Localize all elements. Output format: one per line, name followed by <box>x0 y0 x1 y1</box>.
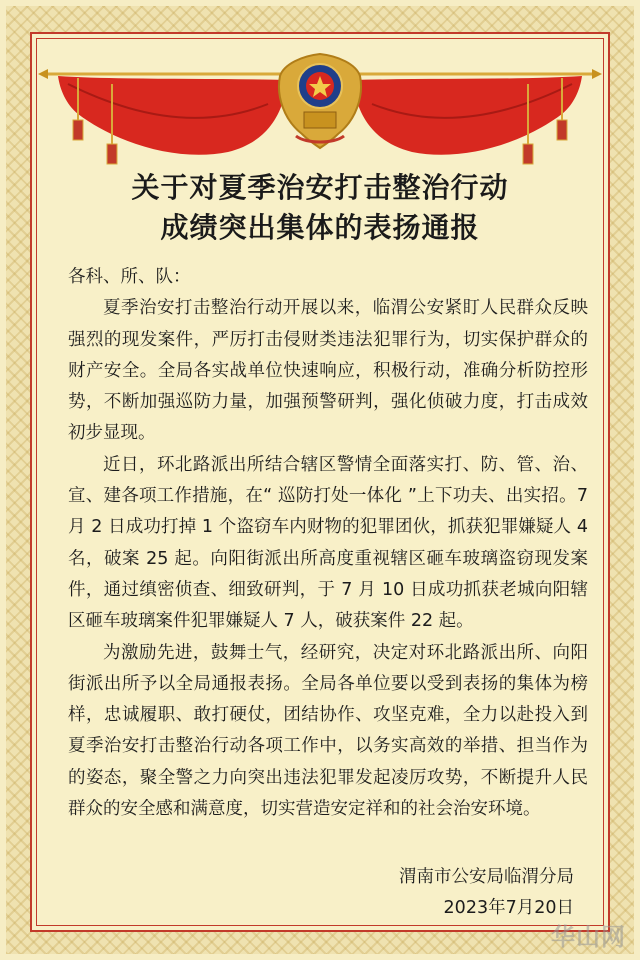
banner-drape <box>38 44 602 174</box>
notice-title <box>0 168 640 248</box>
issue-date: 2023年7月20日 <box>443 898 574 918</box>
drape-right <box>352 76 582 155</box>
police-emblem-icon <box>279 54 361 148</box>
paragraph-3: 为激励先进，鼓舞士气，经研究，决定对环北路派出所、向阳街派出所予以全局通报表扬。全局各单位要以受到表扬的集体为榜样，忠诚履职、敢打硬仗，团结协作、攻坚克难，全力以赴投入到夏季治安打击整治行动各项工作中，以务实高效的举措、担当作为的姿态，聚全警之力向突出违法犯罪发起凌厉攻势，不断提升人民群众的安全感和满意度，切实营造安定祥和的社会治安环境。 <box>68 642 588 820</box>
site-watermark: 华山网 <box>551 923 626 951</box>
drape-left <box>58 76 288 155</box>
paragraph-2: 近日，环北路派出所结合辖区警情全面落实打、防、管、治、宣、建各项工作措施，在“ 巡防打处一体化 ”上下功夫、出实招。7 月 2 日成功打掉 1 个盗窃车内财物的犯罪团伙，抓获犯罪嫌疑人 4 名，破案 25 起。向阳街派出所高度重视辖区砸车玻璃盗窃现发案件，通过缜密侦查、细致研判，于 7 月 10 日成功抓获老城向阳辖区砸车玻璃案件犯罪嫌疑人 7 人，破获案件 22 起。 <box>68 454 588 632</box>
notice-body <box>68 262 588 825</box>
signature-block <box>399 862 574 924</box>
salutation: 各科、所、队： <box>68 267 191 287</box>
issuer-name: 渭南市公安局临渭分局 <box>399 867 574 887</box>
rod-tip-right <box>592 69 602 79</box>
rod-tip-left <box>38 69 48 79</box>
paragraph-1: 夏季治安打击整治行动开展以来，临渭公安紧盯人民群众反映强烈的现发案件，严厉打击侵财类违法犯罪行为，切实保护群众的财产安全。全局各实战单位快速响应，积极行动，准确分析防控形势，不断加强巡防力量，加强预警研判，强化侦破力度，打击成效初步显现。 <box>68 298 588 444</box>
title-line-1: 关于对夏季治安打击整治行动 <box>131 171 509 204</box>
title-line-2: 成绩突出集体的表扬通报 <box>160 211 480 244</box>
